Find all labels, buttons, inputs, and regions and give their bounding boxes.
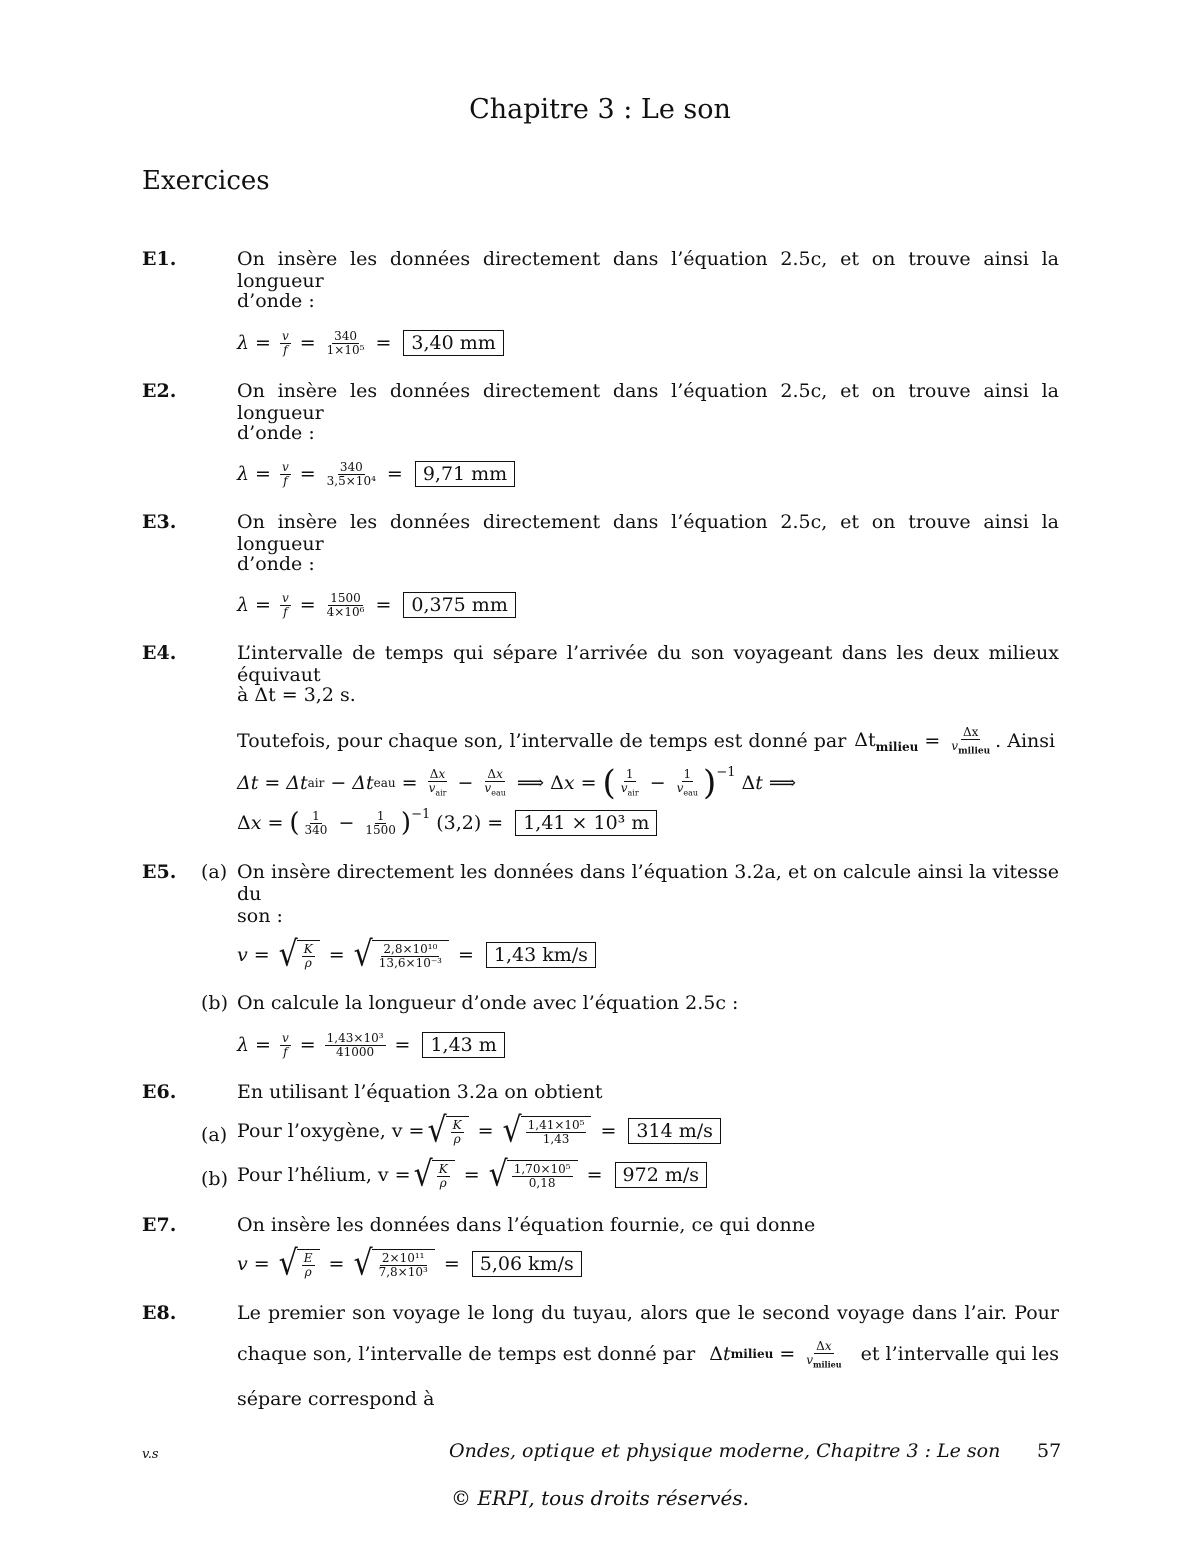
denominator: 41000 (336, 1044, 375, 1059)
footer-mark: v.s (142, 1447, 159, 1462)
exercise-label-e3: E3. (142, 511, 177, 533)
section-heading: Exercices (142, 166, 270, 196)
part-marker-b: (b) (201, 992, 228, 1014)
boxed-result: 1,41 × 10³ m (515, 810, 657, 836)
exercise-text-e8: Le premier son voyage le long du tuyau, alors que le second voyage dans l’air. Pour (237, 1302, 1059, 1324)
numerator: 340 (334, 329, 358, 343)
exercise-text-e1-cont: d’onde : (237, 290, 315, 312)
denominator: 3,5×10⁴ (326, 473, 376, 488)
equation-e1: λ = $\frac{v}{f}$ = $\frac{340}{\text{1×10⁵}}$ = 3,40 mm (237, 330, 504, 356)
denominator: 1,43 (542, 1132, 570, 1146)
definition-tail: . Ainsi (995, 730, 1056, 753)
exercise-label-e7: E7. (142, 1214, 177, 1236)
denominator: 13,6×10⁻³ (378, 956, 442, 970)
numerator: 340 (339, 460, 363, 474)
exercise-text-e5b: On calcule la longueur d’onde avec l’équation 2.5c : (237, 992, 739, 1014)
boxed-result: 314 m/s (628, 1118, 720, 1144)
equation-e6a: Pour l’oxygène, v = √ $\frac{K}{\rho}$ = √ $\frac{\text{1,41×10⁵}}{1,43}$ = 314 m/s (237, 1116, 721, 1146)
equation-e3: λ = $\frac{v}{f}$ = $\frac{1500}{\text{4×10⁶}}$ = 0,375 mm (237, 592, 516, 618)
exercise-text-e4-cont: à Δt = 3,2 s. (237, 684, 356, 706)
equation-lead: Pour l’hélium, v = (237, 1164, 411, 1186)
exercise-text-e2: On insère les données directement dans l’équation 2.5c, et on trouve ainsi la longueur (237, 380, 1059, 424)
page-number: 57 (1037, 1440, 1062, 1462)
numerator: 2×10¹¹ (381, 1251, 425, 1266)
numerator: 1,43×10³ (326, 1031, 384, 1045)
time-value: (3,2) (436, 812, 482, 835)
equation-e5b: λ = $\frac{v}{f}$ = $\frac{\text{1,43×10³}}{41000}$ = 1,43 m (237, 1032, 505, 1058)
denominator: 1500 (365, 822, 396, 837)
boxed-result: 3,40 mm (403, 330, 503, 356)
exercise-text-e8-cont: sépare correspond à (237, 1388, 435, 1410)
boxed-result: 1,43 km/s (486, 942, 596, 968)
exercise-label-e2: E2. (142, 380, 177, 402)
exercise-text-e5a: On insère directement les données dans l’équation 3.2a, et on calcule ainsi la vitesse du (237, 861, 1059, 905)
exercise-label-e8: E8. (142, 1302, 177, 1324)
exercise-label-e4: E4. (142, 642, 177, 664)
exercise-text-e1: On insère les données directement dans l’équation 2.5c, et on trouve ainsi la longueur (237, 248, 1059, 292)
footer-running-title: Ondes, optique et physique moderne, Chapitre 3 : Le son (449, 1440, 1001, 1462)
text-segment: et l’intervalle qui les (860, 1343, 1059, 1366)
numerator: 1500 (330, 591, 361, 605)
numerator: 1,70×10⁵ (513, 1162, 571, 1177)
exercise-text-e6: En utilisant l’équation 3.2a on obtient (237, 1081, 603, 1103)
equation-lead: Pour l’oxygène, v = (237, 1120, 425, 1142)
equation-e6b: Pour l’hélium, v = √ $\frac{K}{\rho}$ = √ $\frac{\text{1,70×10⁵}}{0,18}$ = 972 m/s (237, 1160, 707, 1190)
numerator: 2,8×10¹⁰ (383, 942, 438, 957)
boxed-result: 9,71 mm (415, 461, 515, 487)
boxed-result: 5,06 km/s (472, 1251, 582, 1277)
page-title: Chapitre 3 : Le son (469, 94, 731, 125)
boxed-result: 1,43 m (422, 1032, 504, 1058)
delta-t: Δt (854, 728, 876, 751)
boxed-result: 0,375 mm (403, 592, 515, 618)
denominator: 7,8×10³ (378, 1265, 428, 1279)
exercise-text-e4-definition: Toutefois, pour chaque son, l’intervalle de temps est donné par $\Delta t_{milieu}$ = $\frac{\Delta x}{v_{milieu}}$ . Ainsi (237, 725, 1056, 756)
part-marker-b: (b) (201, 1168, 228, 1190)
exponent: −1 (411, 806, 431, 822)
exercise-text-e7: On insère les données dans l’équation fournie, ce qui donne (237, 1214, 816, 1236)
denominator: 340 (304, 822, 328, 837)
numerator: 1,41×10⁵ (527, 1118, 585, 1133)
exercise-text-e2-cont: d’onde : (237, 422, 315, 444)
exercise-text-e5a-cont: son : (237, 905, 283, 927)
numerator: Δx (963, 725, 979, 739)
denominator: 4×10⁶ (326, 604, 365, 619)
exercise-label-e6: E6. (142, 1081, 177, 1103)
equation-e2: λ = $\frac{v}{f}$ = $\frac{340}{\text{3,5×10⁴}}$ = 9,71 mm (237, 461, 515, 487)
exercise-label-e5: E5. (142, 861, 177, 883)
exercise-text-e4: L’intervalle de temps qui sépare l’arrivée du son voyageant dans les deux milieux équivaut (237, 642, 1059, 686)
text-segment: chaque son, l’intervalle de temps est donné par (237, 1343, 696, 1366)
denominator: 0,18 (528, 1176, 556, 1190)
definition-text: Toutefois, pour chaque son, l’intervalle de temps est donné par (237, 730, 847, 753)
exercise-text-e3-cont: d’onde : (237, 553, 315, 575)
equation-e7: v = √ $\frac{E}{\rho}$ = √ $\frac{\text{2×10¹¹}}{\text{7,8×10³}}$ = 5,06 km/s (237, 1249, 582, 1279)
exercise-text-e8-line2: chaque son, l’intervalle de temps est donné par Δ t milieu = $\frac{\Delta x}{v_{milieu}}$ et l’intervalle qui les (237, 1339, 1059, 1369)
part-marker-a: (a) (201, 861, 228, 883)
numerator: 1 (312, 809, 320, 823)
subscript-milieu: milieu (875, 739, 919, 754)
part-marker-a: (a) (201, 1124, 228, 1146)
exercise-label-e1: E1. (142, 248, 177, 270)
exercise-text-e3: On insère les données directement dans l’équation 2.5c, et on trouve ainsi la longueur (237, 511, 1059, 555)
equation-e5a: v = √ $\frac{K}{\rho}$ = √ $\frac{\text{2,8×10¹⁰}}{\text{13,6×10⁻³}}$ = 1,43 km/s (237, 940, 596, 970)
equation-e4-line2: Δ x = ( $\frac{1}{340}$ − $\frac{1}{1500}$ ) −1 (3,2) = 1,41 × 10³ m (237, 810, 657, 836)
velocity-symbol: v (951, 738, 959, 753)
equation-e4-line1: Δt = Δt air − Δt eau = $\frac{\Delta x}{v_{air}}$ − $\frac{\Delta x}{v_{eau}}$ ⟹ Δ x = ( $\frac{1}{v_{air}}$ − $\frac{1}{v_{eau}}$ ) −1 Δt ⟹ (237, 763, 797, 803)
denominator: 1×10⁵ (326, 342, 365, 357)
copyright-notice: © ERPI, tous droits réservés. (451, 1486, 749, 1510)
boxed-result: 972 m/s (615, 1162, 707, 1188)
